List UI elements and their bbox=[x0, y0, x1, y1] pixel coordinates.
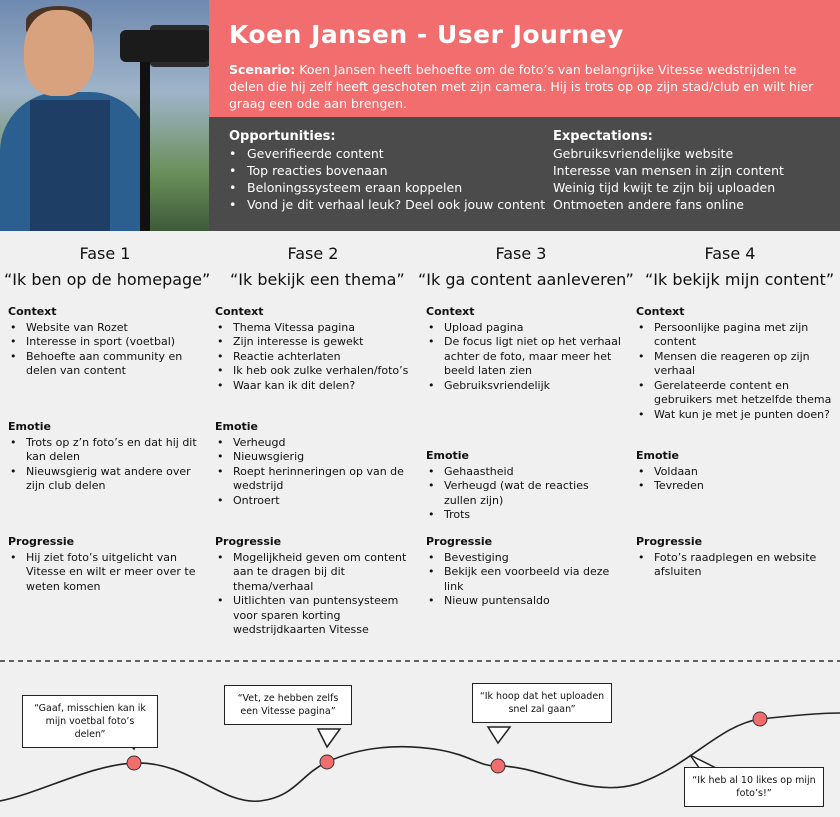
progressie-item: • Bekijk een voorbeeld via deze link bbox=[426, 565, 624, 594]
emotie-item: • Verheugd (wat de reacties zullen zijn) bbox=[426, 479, 624, 508]
phase-1-progressie bbox=[8, 535, 206, 594]
phase-title: Fase 4 bbox=[704, 244, 756, 263]
phase-quote: “Ik ga content aanleveren” bbox=[418, 270, 634, 289]
journey-point bbox=[491, 759, 505, 773]
context-item: • Upload pagina bbox=[426, 321, 624, 336]
phase-title: Fase 1 bbox=[79, 244, 131, 263]
scenario-text bbox=[229, 61, 829, 112]
journey-point bbox=[127, 756, 141, 770]
scenario-label: Scenario: bbox=[229, 62, 296, 77]
phase-quote: “Ik bekijk een thema” bbox=[230, 270, 405, 289]
context-item: • Persoonlijke pagina met zijn content bbox=[636, 321, 834, 350]
emotie-item: • Roept herinneringen op van de wedstrijd bbox=[215, 465, 413, 494]
opportunity-item: • Geverifieerde content bbox=[229, 145, 549, 162]
phase-1-emotie bbox=[8, 420, 206, 494]
scenario-body: Koen Jansen heeft behoefte om de foto’s van belangrijke Vitesse wedstrijden te delen die hij zelf heeft geschoten met zijn camera. Hij is trots op op zijn stad/club en wilt hier graag een ode aan brengen. bbox=[229, 62, 814, 111]
context-item: • Wat kun je met je punten doen? bbox=[636, 408, 834, 423]
journey-line-area bbox=[0, 655, 840, 817]
context-item: • Behoefte aan community en delen van content bbox=[8, 350, 206, 379]
phase-title: Fase 3 bbox=[495, 244, 547, 263]
phase-4-header bbox=[625, 244, 835, 289]
emotie-item: • Trots bbox=[426, 508, 624, 523]
emotie-item: • Nieuwsgierig wat andere over zijn club delen bbox=[8, 465, 206, 494]
progressie-heading: Progressie bbox=[8, 535, 75, 548]
emotie-heading: Emotie bbox=[636, 449, 680, 462]
emotie-item: • Tevreden bbox=[636, 479, 834, 494]
journey-bubble-3: “Ik hoop dat het uploaden snel zal gaan” bbox=[472, 683, 612, 723]
phase-4-progressie bbox=[636, 535, 834, 580]
context-item: • Thema Vitessa pagina bbox=[215, 321, 413, 336]
opportunities-expectations-band bbox=[209, 117, 840, 231]
context-item: • Interesse in sport (voetbal) bbox=[8, 335, 206, 350]
profile-photo bbox=[0, 0, 209, 231]
progressie-item: • Hij ziet foto’s uitgelicht van Vitesse en wilt er meer over te weten komen bbox=[8, 551, 206, 595]
opportunity-item: • Vond je dit verhaal leuk? Deel ook jouw content bbox=[229, 196, 549, 213]
journey-point bbox=[320, 755, 334, 769]
phase-quote: “Ik bekijk mijn content” bbox=[645, 270, 835, 289]
page-title: Koen Jansen - User Journey bbox=[229, 20, 624, 49]
opportunity-item: • Top reacties bovenaan bbox=[229, 162, 549, 179]
context-item: • Gebruiksvriendelijk bbox=[426, 379, 624, 394]
phase-2-emotie bbox=[215, 420, 413, 508]
context-heading: Context bbox=[215, 305, 264, 318]
context-item: • Zijn interesse is gewekt bbox=[215, 335, 413, 350]
emotie-item: • Verheugd bbox=[215, 436, 413, 451]
expectations bbox=[553, 128, 833, 213]
context-item: • Mensen die reageren op zijn verhaal bbox=[636, 350, 834, 379]
bubble-tail bbox=[488, 727, 510, 743]
progressie-heading: Progressie bbox=[215, 535, 282, 548]
emotie-heading: Emotie bbox=[215, 420, 259, 433]
progressie-heading: Progressie bbox=[426, 535, 493, 548]
expectation-item: Weinig tijd kwijt te zijn bij uploaden bbox=[553, 180, 776, 195]
context-item: • Waar kan ik dit delen? bbox=[215, 379, 413, 394]
expectations-heading: Expectations: bbox=[553, 129, 653, 144]
phase-4-context bbox=[636, 305, 834, 422]
phase-2-context bbox=[215, 305, 413, 393]
emotie-item: • Nieuwsgierig bbox=[215, 450, 413, 465]
opportunities-heading: Opportunities: bbox=[229, 129, 336, 144]
bubble-tail bbox=[318, 729, 340, 747]
context-item: • Gerelateerde content en gebruikers met hetzelfde thema bbox=[636, 379, 834, 408]
phase-2-header bbox=[208, 244, 418, 289]
journey-bubble-1: “Gaaf, misschien kan ik mijn voetbal foto’s delen” bbox=[22, 695, 158, 748]
journey-bubble-4: “Ik heb al 10 likes op mijn foto’s!” bbox=[684, 767, 824, 807]
title-band bbox=[209, 0, 840, 117]
expectation-item: Ontmoeten andere fans online bbox=[553, 197, 744, 212]
journey-point bbox=[753, 712, 767, 726]
emotie-item: • Voldaan bbox=[636, 465, 834, 480]
opportunity-item: • Beloningssysteem eraan koppelen bbox=[229, 179, 549, 196]
emotie-heading: Emotie bbox=[426, 449, 470, 462]
context-item: • Reactie achterlaten bbox=[215, 350, 413, 365]
context-item: • Ik heb ook zulke verhalen/foto’s bbox=[215, 364, 413, 379]
expectation-item: Gebruiksvriendelijke website bbox=[553, 146, 734, 161]
progressie-item: • Nieuw puntensaldo bbox=[426, 594, 624, 609]
phase-4-emotie bbox=[636, 449, 834, 494]
progressie-item: • Uitlichten van puntensysteem voor sparen korting wedstrijdkaarten Vitesse bbox=[215, 594, 413, 638]
context-heading: Context bbox=[426, 305, 475, 318]
emotie-heading: Emotie bbox=[8, 420, 52, 433]
phase-3-emotie bbox=[426, 449, 624, 523]
phase-2-progressie bbox=[215, 535, 413, 638]
context-heading: Context bbox=[8, 305, 57, 318]
journey-bubble-2: “Vet, ze hebben zelfs een Vitesse pagina” bbox=[224, 685, 352, 725]
expectation-item: Interesse van mensen in zijn content bbox=[553, 163, 784, 178]
phase-3-context bbox=[426, 305, 624, 393]
emotie-item: • Ontroert bbox=[215, 494, 413, 509]
progressie-item: • Bevestiging bbox=[426, 551, 624, 566]
phase-1-header bbox=[0, 244, 210, 289]
progressie-item: • Foto’s raadplegen en website afsluiten bbox=[636, 551, 834, 580]
context-item: • De focus ligt niet op het verhaal achter de foto, maar meer het beeld laten zien bbox=[426, 335, 624, 379]
progressie-heading: Progressie bbox=[636, 535, 703, 548]
progressie-item: • Mogelijkheid geven om content aan te dragen bij dit thema/verhaal bbox=[215, 551, 413, 595]
opportunities bbox=[229, 128, 549, 213]
phase-title: Fase 2 bbox=[287, 244, 339, 263]
phase-3-header bbox=[416, 244, 634, 289]
emotie-item: • Gehaastheid bbox=[426, 465, 624, 480]
phase-quote: “Ik ben op de homepage” bbox=[4, 270, 211, 289]
context-heading: Context bbox=[636, 305, 685, 318]
context-item: • Website van Rozet bbox=[8, 321, 206, 336]
phase-3-progressie bbox=[426, 535, 624, 609]
phase-1-context bbox=[8, 305, 206, 379]
emotie-item: • Trots op z’n foto’s en dat hij dit kan delen bbox=[8, 436, 206, 465]
